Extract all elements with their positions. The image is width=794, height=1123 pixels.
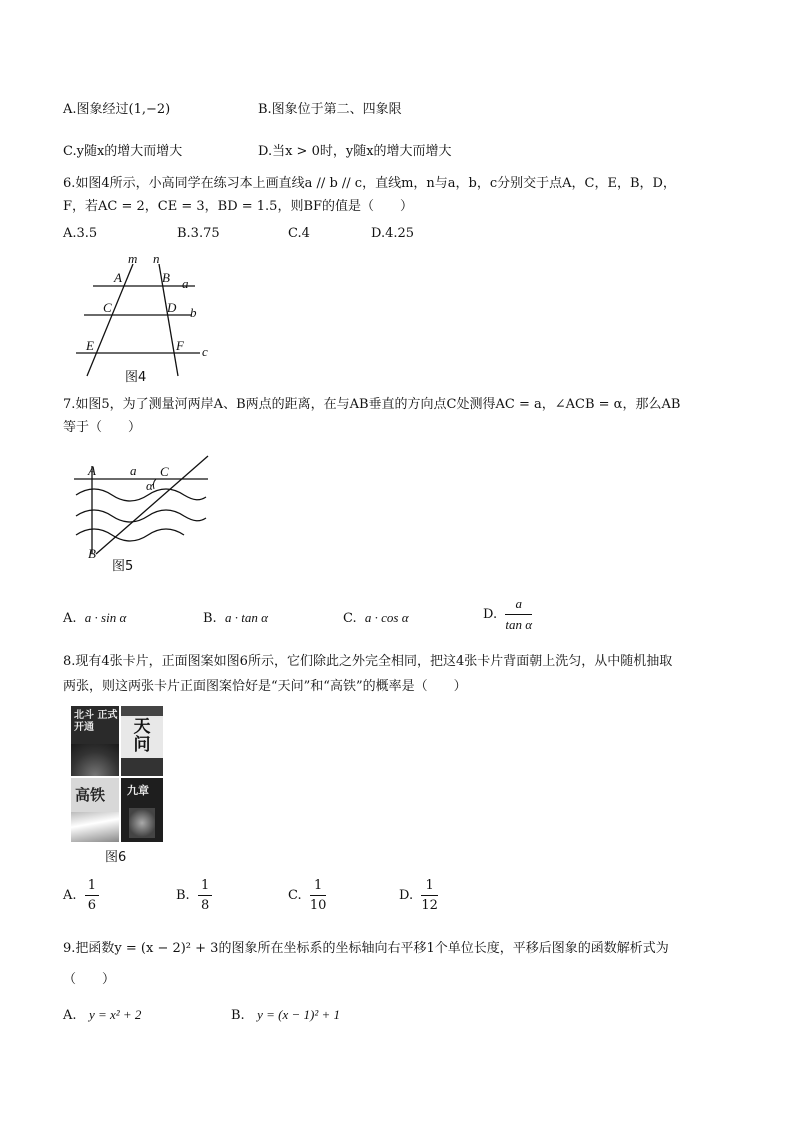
q6-stem-line2: F，若AC = 2，CE = 3，BD = 1.5，则BF的值是（ ） bbox=[63, 199, 414, 214]
option-expr: y = x² + 2 bbox=[88, 1007, 142, 1022]
option-letter: A. bbox=[63, 1008, 77, 1023]
figure-5-river bbox=[68, 452, 218, 577]
q7-stem-line2: 等于（ ） bbox=[63, 420, 142, 435]
train-graphic bbox=[71, 812, 119, 842]
fraction bbox=[198, 878, 212, 913]
card-title: 高铁 bbox=[75, 786, 106, 804]
q9-stem-line1: 9.把函数y = (x − 2)² + 3的图象所在坐标系的坐标轴向右平移1个单位长度，平移后图象的函数解析式为 bbox=[63, 941, 669, 956]
q9-option-a bbox=[63, 1007, 141, 1023]
q8-stem-line2: 两张，则这两张卡片正面图案恰好是“天问”和“高铁”的概率是（ ） bbox=[63, 679, 467, 694]
option-letter: D. bbox=[483, 607, 498, 622]
numerator: 1 bbox=[85, 878, 99, 896]
numerator: 1 bbox=[310, 878, 327, 896]
denominator: 12 bbox=[421, 898, 438, 913]
option-letter: C. bbox=[343, 611, 357, 626]
option-letter: C. bbox=[288, 888, 302, 903]
label-E: E bbox=[86, 338, 94, 353]
numerator: a bbox=[505, 596, 532, 615]
q7-option-a bbox=[63, 610, 126, 626]
card-tianwen bbox=[121, 706, 163, 776]
q5-option-b: B.图象位于第二、四象限 bbox=[258, 102, 402, 117]
line-BC bbox=[96, 456, 208, 554]
q7-option-b bbox=[203, 610, 268, 626]
numerator: 1 bbox=[198, 878, 212, 896]
q6-stem-line1: 6.如图4所示，小高同学在练习本上画直线a // b // c，直线m，n与a，b，c分别交于点A，C，E，B，D， bbox=[63, 176, 676, 191]
fraction bbox=[85, 878, 99, 913]
card-beidou bbox=[71, 706, 119, 776]
card-gaotie bbox=[71, 778, 119, 842]
q7-option-c bbox=[343, 610, 409, 626]
option-expr: a · tan α bbox=[224, 610, 268, 625]
figure-4-parallel-lines bbox=[70, 250, 230, 390]
q6-option-d: D.4.25 bbox=[371, 226, 415, 241]
label-b: b bbox=[190, 305, 197, 320]
option-letter: B. bbox=[203, 611, 217, 626]
option-letter: B. bbox=[176, 888, 190, 903]
q5-option-a: A.图象经过(1,−2) bbox=[63, 102, 171, 117]
q8-stem-line1: 8.现有4张卡片，正面图案如图6所示，它们除此之外完全相同，把这4张卡片背面朝上洗匀，从中随机抽取 bbox=[63, 654, 673, 669]
card-header-band bbox=[121, 706, 163, 716]
wave-1 bbox=[76, 489, 206, 501]
figure-6-caption: 图6 bbox=[105, 850, 127, 865]
label-m: m bbox=[128, 251, 138, 266]
option-expr: a · cos α bbox=[364, 610, 409, 625]
label-F: F bbox=[176, 338, 184, 353]
photon-graphic bbox=[129, 808, 155, 838]
option-letter: A. bbox=[63, 888, 77, 903]
label-n: n bbox=[153, 251, 160, 266]
fraction bbox=[310, 878, 327, 913]
line-m bbox=[87, 264, 133, 376]
card-footer-band bbox=[121, 758, 163, 776]
numerator: 1 bbox=[421, 878, 438, 896]
label-a: a bbox=[182, 276, 189, 291]
q8-option-a bbox=[63, 878, 99, 913]
figure-5-caption: 图5 bbox=[112, 559, 134, 574]
globe-graphic bbox=[71, 744, 119, 776]
angle-arc bbox=[153, 479, 156, 489]
fraction bbox=[421, 878, 438, 913]
option-letter: B. bbox=[231, 1008, 245, 1023]
q9-stem-line2: （ ） bbox=[63, 972, 116, 987]
card-title: 天问 bbox=[133, 717, 151, 755]
option-letter: D. bbox=[399, 888, 414, 903]
option-expr: y = (x − 1)² + 1 bbox=[257, 1007, 341, 1022]
q7-stem-line1: 7.如图5，为了测量河两岸A、B两点的距离，在与AB垂直的方向点C处测得AC = a，∠ACB = α，那么AB bbox=[63, 397, 681, 412]
q5-option-c: C.y随x的增大而增大 bbox=[63, 144, 183, 159]
label-A: A bbox=[88, 463, 96, 478]
denominator: tan α bbox=[505, 617, 533, 632]
q6-option-a: A.3.5 bbox=[63, 226, 98, 241]
denominator: 8 bbox=[200, 898, 210, 913]
denominator: 6 bbox=[87, 898, 97, 913]
option-letter: A. bbox=[63, 611, 77, 626]
fraction bbox=[505, 596, 532, 633]
card-jiuzhang bbox=[121, 778, 163, 842]
denominator: 10 bbox=[309, 898, 327, 913]
label-A: A bbox=[114, 270, 122, 285]
q6-option-c: C.4 bbox=[288, 226, 310, 241]
q6-option-b: B.3.75 bbox=[177, 226, 220, 241]
label-a: a bbox=[130, 463, 137, 478]
label-D: D bbox=[167, 300, 177, 315]
wave-2 bbox=[76, 510, 206, 522]
label-C: C bbox=[103, 300, 112, 315]
q8-option-b bbox=[176, 878, 212, 913]
label-alpha: α bbox=[146, 478, 153, 493]
figure-4-caption: 图4 bbox=[125, 370, 147, 385]
card-title: 北斗 正式开通 bbox=[74, 710, 118, 733]
card-title: 九章 bbox=[127, 784, 149, 797]
q5-option-d: D.当x > 0时，y随x的增大而增大 bbox=[258, 144, 452, 159]
label-B: B bbox=[88, 546, 96, 561]
label-B: B bbox=[162, 270, 170, 285]
q9-option-b bbox=[231, 1007, 340, 1023]
label-C: C bbox=[160, 464, 169, 479]
q7-option-d bbox=[483, 596, 532, 633]
option-expr: a · sin α bbox=[84, 610, 127, 625]
label-c: c bbox=[202, 344, 208, 359]
q8-option-d bbox=[399, 878, 438, 913]
q8-option-c bbox=[288, 878, 326, 913]
